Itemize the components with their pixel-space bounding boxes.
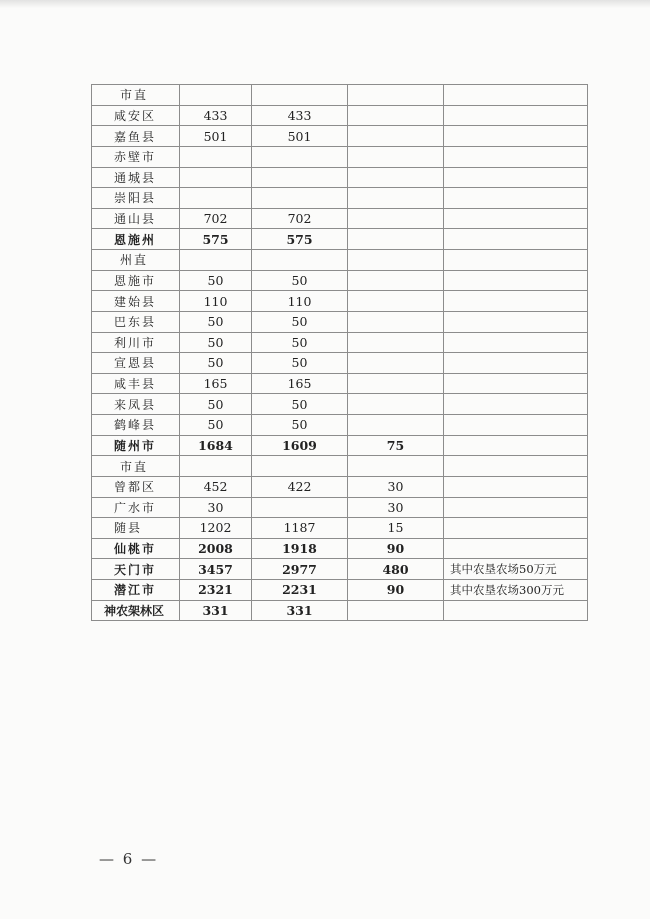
- page-number: — 6 —: [99, 850, 159, 868]
- region-cell: 利川市: [92, 332, 180, 353]
- total-cell: 30: [180, 497, 252, 518]
- note-cell: [444, 332, 588, 353]
- region-cell: 恩施州: [92, 229, 180, 250]
- note-cell: 其中农垦农场300万元: [444, 580, 588, 601]
- total-cell: 452: [180, 476, 252, 497]
- note-cell: [444, 311, 588, 332]
- total-cell: 575: [180, 229, 252, 250]
- amount-cell: [252, 497, 348, 518]
- amount-cell-2: [348, 146, 444, 167]
- note-cell: [444, 85, 588, 106]
- amount-cell: 433: [252, 105, 348, 126]
- amount-cell-2: [348, 167, 444, 188]
- amount-cell-2: 15: [348, 518, 444, 539]
- amount-cell: [252, 456, 348, 477]
- note-cell: [444, 167, 588, 188]
- amount-cell: [252, 146, 348, 167]
- note-cell: [444, 600, 588, 621]
- table-row: [92, 580, 588, 601]
- note-cell: [444, 538, 588, 559]
- region-cell: 建始县: [92, 291, 180, 312]
- amount-cell: 50: [252, 394, 348, 415]
- region-cell: 宣恩县: [92, 353, 180, 374]
- region-cell: 通城县: [92, 167, 180, 188]
- table-row: [92, 105, 588, 126]
- table-row: [92, 188, 588, 209]
- amount-cell: 575: [252, 229, 348, 250]
- amount-cell-2: 90: [348, 580, 444, 601]
- amount-cell: 165: [252, 373, 348, 394]
- region-cell: 神农架林区: [92, 600, 180, 621]
- table-row: [92, 291, 588, 312]
- region-cell: 随州市: [92, 435, 180, 456]
- amount-cell-2: [348, 415, 444, 436]
- note-cell: [444, 146, 588, 167]
- total-cell: 501: [180, 126, 252, 147]
- amount-cell-2: [348, 353, 444, 374]
- note-cell: [444, 188, 588, 209]
- amount-cell-2: [348, 394, 444, 415]
- table-row: [92, 435, 588, 456]
- note-cell: [444, 373, 588, 394]
- total-cell: 50: [180, 311, 252, 332]
- table-row: [92, 518, 588, 539]
- total-cell: 331: [180, 600, 252, 621]
- total-cell: [180, 85, 252, 106]
- note-cell: [444, 291, 588, 312]
- amount-cell: 1918: [252, 538, 348, 559]
- table-row: [92, 167, 588, 188]
- amount-cell: 1187: [252, 518, 348, 539]
- amount-cell-2: [348, 188, 444, 209]
- total-cell: 50: [180, 353, 252, 374]
- amount-cell: 50: [252, 311, 348, 332]
- region-cell: 仙桃市: [92, 538, 180, 559]
- note-cell: [444, 250, 588, 271]
- total-cell: 110: [180, 291, 252, 312]
- total-cell: [180, 456, 252, 477]
- note-cell: [444, 497, 588, 518]
- region-cell: 潜江市: [92, 580, 180, 601]
- amount-cell-2: [348, 456, 444, 477]
- amount-cell: 2231: [252, 580, 348, 601]
- amount-cell: 702: [252, 208, 348, 229]
- amount-cell: [252, 188, 348, 209]
- amount-cell: 2977: [252, 559, 348, 580]
- total-cell: 3457: [180, 559, 252, 580]
- region-cell: 咸安区: [92, 105, 180, 126]
- amount-cell: 501: [252, 126, 348, 147]
- region-cell: 市直: [92, 456, 180, 477]
- amount-cell-2: [348, 208, 444, 229]
- amount-cell-2: [348, 291, 444, 312]
- region-cell: 天门市: [92, 559, 180, 580]
- total-cell: [180, 250, 252, 271]
- total-cell: 50: [180, 394, 252, 415]
- amount-cell: [252, 167, 348, 188]
- region-cell: 随县: [92, 518, 180, 539]
- amount-cell-2: [348, 270, 444, 291]
- amount-cell-2: [348, 85, 444, 106]
- region-cell: 州直: [92, 250, 180, 271]
- total-cell: 702: [180, 208, 252, 229]
- table-row: [92, 311, 588, 332]
- table-row: [92, 497, 588, 518]
- note-cell: [444, 126, 588, 147]
- note-cell: [444, 435, 588, 456]
- note-cell: [444, 518, 588, 539]
- total-cell: [180, 188, 252, 209]
- table-row: [92, 85, 588, 106]
- note-cell: [444, 353, 588, 374]
- amount-cell-2: 90: [348, 538, 444, 559]
- amount-cell-2: [348, 105, 444, 126]
- amount-cell-2: [348, 373, 444, 394]
- table-row: [92, 538, 588, 559]
- table-row: [92, 394, 588, 415]
- table-row: [92, 146, 588, 167]
- note-cell: [444, 105, 588, 126]
- region-cell: 来凤县: [92, 394, 180, 415]
- total-cell: 50: [180, 415, 252, 436]
- total-cell: 2008: [180, 538, 252, 559]
- amount-cell-2: 75: [348, 435, 444, 456]
- total-cell: 1202: [180, 518, 252, 539]
- amount-cell-2: [348, 600, 444, 621]
- amount-cell: 1609: [252, 435, 348, 456]
- amount-cell: [252, 85, 348, 106]
- table-row: [92, 415, 588, 436]
- table-row: [92, 353, 588, 374]
- note-cell: [444, 229, 588, 250]
- total-cell: 433: [180, 105, 252, 126]
- amount-cell: 422: [252, 476, 348, 497]
- total-cell: 165: [180, 373, 252, 394]
- total-cell: 1684: [180, 435, 252, 456]
- total-cell: 2321: [180, 580, 252, 601]
- region-cell: 崇阳县: [92, 188, 180, 209]
- note-cell: [444, 456, 588, 477]
- amount-cell: 110: [252, 291, 348, 312]
- note-cell: [444, 208, 588, 229]
- amount-cell-2: [348, 229, 444, 250]
- table-row: [92, 373, 588, 394]
- amount-cell-2: 480: [348, 559, 444, 580]
- region-cell: 巴东县: [92, 311, 180, 332]
- amount-cell-2: [348, 311, 444, 332]
- amount-cell: 50: [252, 270, 348, 291]
- amount-cell: 50: [252, 332, 348, 353]
- note-cell: 其中农垦农场50万元: [444, 559, 588, 580]
- region-cell: 恩施市: [92, 270, 180, 291]
- region-cell: 赤壁市: [92, 146, 180, 167]
- amount-cell: [252, 250, 348, 271]
- amount-cell-2: [348, 332, 444, 353]
- amount-cell-2: [348, 250, 444, 271]
- region-cell: 通山县: [92, 208, 180, 229]
- table-row: [92, 270, 588, 291]
- table-row: [92, 456, 588, 477]
- region-cell: 曾都区: [92, 476, 180, 497]
- note-cell: [444, 394, 588, 415]
- amount-cell-2: 30: [348, 497, 444, 518]
- region-cell: 市直: [92, 85, 180, 106]
- table-row: [92, 600, 588, 621]
- scan-edge: [0, 0, 650, 8]
- amount-cell-2: 30: [348, 476, 444, 497]
- region-cell: 广水市: [92, 497, 180, 518]
- amount-cell: 50: [252, 415, 348, 436]
- region-cell: 咸丰县: [92, 373, 180, 394]
- table-row: [92, 332, 588, 353]
- amount-cell: 50: [252, 353, 348, 374]
- table-row: [92, 229, 588, 250]
- table-row: [92, 250, 588, 271]
- table-row: [92, 559, 588, 580]
- table-row: [92, 208, 588, 229]
- amount-cell-2: [348, 126, 444, 147]
- note-cell: [444, 270, 588, 291]
- total-cell: 50: [180, 332, 252, 353]
- total-cell: [180, 146, 252, 167]
- note-cell: [444, 415, 588, 436]
- amount-cell: 331: [252, 600, 348, 621]
- region-cell: 鹤峰县: [92, 415, 180, 436]
- region-cell: 嘉鱼县: [92, 126, 180, 147]
- allocation-table: [91, 84, 588, 621]
- total-cell: 50: [180, 270, 252, 291]
- table-body: [92, 85, 588, 621]
- table-row: [92, 126, 588, 147]
- table-row: [92, 476, 588, 497]
- total-cell: [180, 167, 252, 188]
- note-cell: [444, 476, 588, 497]
